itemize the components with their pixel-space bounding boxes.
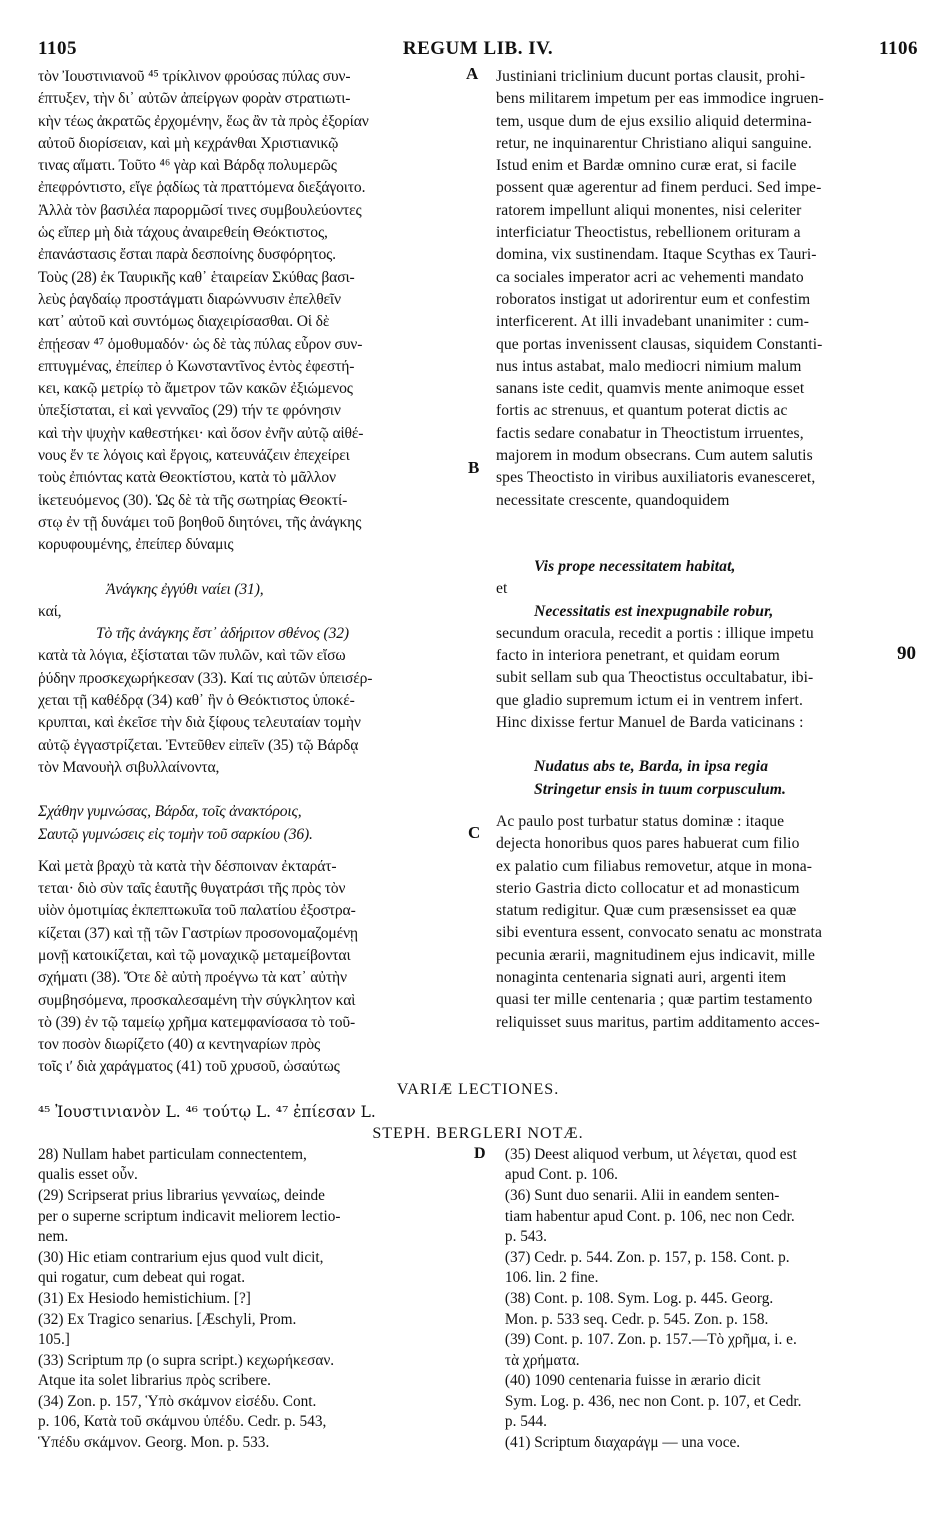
note-line: (30) Hic etiam contrarium ejus quod vult dicit, [38,1248,324,1266]
latin-line: factis sedare conabatur in Theoctistum irruentes, [496,424,804,442]
greek-line: Ἀλλὰ τὸν βασιλέα παρορμῶσί τινες συμβουλεύοντες [38,201,362,219]
note-line: per o superne scriptum indicavit meliorem lectio- [38,1207,341,1225]
note-line: (41) Scriptum διαχαράγμ — una voce. [504,1434,741,1452]
latin-line: Justiniani triclinium ducunt portas clausit, prohi- [496,68,806,85]
greek-line: καὶ τὴν ψυχὴν καθεστήκει· καὶ ὅσον ἐνῆν αὐτῷ αἱθέ- [38,424,364,442]
note-line: (39) Cont. p. 107. Zon. p. 157.—Τὸ χρῆμα, i. e. [504,1331,797,1349]
note-line: (40) 1090 centenaria fuisse in ærario dicit [504,1372,761,1390]
note-line: 105.] [38,1331,70,1349]
greek-line: έπτυξεν, τὴν δι᾽ αὐτῶν ἀπείργων φορὰν στρατιωτι- [38,90,351,108]
main-text-columns [38,66,918,1079]
note-line: p. 106, Κατὰ τοῦ σκάμνου ὑπέδυ. Cedr. p. 543, [38,1413,327,1431]
greek-line: ἐπεφρόντιστο, εἴγε ῥᾳδίως τὰ πραττόμενα διεξάγοιτο. [38,179,366,197]
latin-line: reliquisset suus maritus, partim additamento acces- [496,1013,820,1031]
latin-line: subit sellam sub qua Theoctistus occultabatur, ibi- [496,669,814,687]
greek-line: σχήματι (38). Ὅτε δὲ αὐτὴ προέγνω τὰ κατ᾽ αὐτὴν [38,969,347,987]
note-line: (35) Deest aliquod verbum, ut λέγεται, quod est [504,1145,797,1163]
greek-line: κίζεται (37) καὶ τῇ τῶν Γαστρίων προσονομαζομένῃ [38,924,358,942]
latin-line: necessitate crescente, quandoquidem [496,491,730,509]
greek-line: τοῖς ιʹ διὰ χαράγματος (41) τοῦ χρυσοῦ, ὡσαύτως [38,1058,340,1076]
note-line: τὰ χρήματα. [504,1351,580,1369]
greek-verse-4: Σαυτῷ γυμνώσεις εἰς τομὴν τοῦ σαρκίου (36). [38,825,313,843]
margin-marker-c: C [468,823,481,842]
margin-marker-d: D [474,1144,486,1162]
latin-line: roboratos instigat ut adorirentur eum et confestim [496,290,811,308]
greek-line: λεὺς ῥαγδαίῳ προστάγματι διαρώννυσιν ἐπελθεῖν [38,290,341,308]
latin-line: majorem in modum obsecrans. Cum autem salutis [496,447,813,465]
latin-paragraph-2 [496,623,918,734]
greek-line: τινας αἵματι. Τοῦτο ⁴⁶ γὰρ καὶ Βάρδᾳ πολυμερῶς [38,157,337,175]
note-line: qualis esset οὖν. [38,1166,138,1184]
latin-line: nus intus astabat, malo mediocri nimium malum [496,357,802,375]
greek-line: τὸν Ἰουστινιανοῦ ⁴⁵ τρίκλινον φρούσας πύλας συν- [38,68,351,85]
greek-line: αὐτῷ ἐγγαστρίζεται. Ἐντεῦθεν εἰπεῖν (35) τῷ Βάρδᾳ [38,736,359,754]
note-line: p. 544. [504,1413,547,1431]
latin-paragraph-3 [496,811,918,1034]
latin-line: sterio Gastria dicto collocatur et ad monasticum [496,879,800,897]
latin-line: tem, usque dum de ejus exsilio aliquid determina- [496,112,812,130]
greek-paragraph-2 [38,645,458,779]
note-line: (38) Cont. p. 108. Sym. Log. p. 445. Georg. [504,1289,774,1307]
greek-line: ὑπεξίσταται, εἰ καὶ γενναῖος (29) τήν τε φρόνησιν [38,402,341,420]
latin-line: facto in interiora penetrant, et quidam eorum [496,647,780,665]
latin-line: ex palatio cum filiabus removetur, atque in mona- [496,857,813,875]
latin-line: secundum oracula, recedit a portis : illique impetu [496,624,814,642]
latin-line: retur, ne inquinarentur Christiano aliqui sanguine. [496,134,812,152]
latin-line: possent quæ agerentur ad finem perduci. Sed impe- [496,179,822,197]
note-line: qui rogatur, cum debeat qui rogat. [38,1269,246,1287]
note-line: (29) Scripserat prius librarius γενναίως, deinde [38,1186,325,1204]
note-line: (34) Zon. p. 157, Ὑπὸ σκάμνον εἰσέδυ. Cont. [38,1392,317,1410]
greek-line: ῥύδην προσκεχωρήκεσαν (33). Καί τις αὐτῶν ὑπεισέρ- [38,669,373,687]
notes-right-column [505,1145,918,1454]
latin-line: interficiatur Theoctistus, rebellionem orituram a [496,224,801,242]
note-line: 106. lin. 2 fine. [504,1269,599,1287]
greek-line: χεται τῇ καθέδρᾳ (34) καθ᾽ ἣν ὁ Θεόκτιστος ὑποκέ- [38,692,355,710]
latin-line: nonaginta centenaria signati auri, argenti item [496,968,787,986]
note-line: Sym. Log. p. 436, nec non Cont. p. 107, et Cedr. [504,1392,802,1410]
note-line: Atque ita solet librarius πρὸς scribere. [38,1372,271,1390]
greek-line: ἐπῄεσαν ⁴⁷ ὁμοθυμαδόν· ὡς δὲ τὰς πύλας εὗρον συν- [38,335,363,353]
note-line: nem. [38,1228,69,1246]
greek-line: συμβησόμενα, προσκαλεσαμένη τὴν σύγκλητον καὶ [38,991,356,1009]
page-marker-90: 90 [897,642,916,664]
greek-line: τον ποσὸν διωρίζετο (40) α κεντηναρίων πρὸς [38,1036,320,1054]
greek-verse-2: Τὸ τῆς ἀνάγκης ἔστ᾽ ἀδήριτον σθένος (32) [96,625,349,643]
greek-paragraph-3 [38,856,458,1079]
latin-line: Ac paulo post turbatur status dominæ : itaque [496,812,785,830]
latin-line: spes Theoctisto in viribus auxiliatoris evanesceret, [496,469,816,487]
note-line: (32) Ex Tragico senarius. [Æschyli, Prom. [38,1310,297,1328]
greek-line: υἱὸν ὁμοτιμίας ἐκπεπτωκυῖα τοῦ παλατίου ἐξοστρα- [38,902,356,920]
latin-verse-2: Necessitatis est inexpugnabile robur, [534,602,774,620]
greek-line: κὴν τέως ἀκρατῶς ἐρχομένην, ἕως ἂν τὰ πρὸς ἐξορίαν [38,112,369,130]
latin-line: ca sociales imperator acri ac vehementi mandato [496,268,804,286]
greek-line: κατ᾽ αὐτοῦ καὶ συντόμως διαχειρίσασθαι. Οἱ δὲ [38,313,330,331]
note-line: 28) Nullam habet particulam connectentem, [38,1145,307,1163]
greek-line: ἱκετευόμενος (30). Ὡς δὲ τὰ τῆς σωτηρίας Θεοκτί- [38,491,348,509]
greek-verse-3: Σχάθην γυμνώσας, Βάρδα, τοῖς ἀνακτόροις, [38,803,302,821]
margin-marker-a: A [466,64,479,83]
latin-line: que portas invenissent clausas, siquidem Constanti- [496,335,823,353]
page-number-right: 1106 [879,38,918,59]
greek-paragraph-1 [38,66,458,557]
latin-line: dejecta honoribus quos pares habuerat cum filio [496,835,800,853]
latin-line: fortis ac strenuus, et quantum poterat dictis ac [496,402,788,420]
greek-line: κει, κακῷ μετρίῳ τὸ ἄμετρον τῶν κακῶν ἐξιώμενος [38,380,353,398]
latin-line: Hinc dixisse fertur Manuel de Barda vaticinans : [496,714,804,732]
latin-line: domina, vix sustinendam. Itaque Scythas ex Tauri- [496,246,817,264]
latin-paragraph-1 [496,66,918,512]
greek-line: ἐπανάστασις ἔσται παρὰ δεσποίνης δυσφόρητος. [38,246,336,264]
greek-column [38,66,458,1079]
page-header [38,38,918,64]
latin-line: bens militarem impetum per eas immodice ingruen- [496,90,824,108]
notes-left-column [38,1145,461,1454]
latin-line: quasi ter mille centenaria ; quæ partim testamento [496,991,813,1009]
note-line: (37) Cedr. p. 544. Zon. p. 157, p. 158. Cont. p. [504,1248,790,1266]
latin-line: statum redigitur. Quæ cum præsensisset ea quæ [496,902,797,920]
greek-verse-1: Ἀνάγκης ἐγγύθι ναίει (31), [106,580,264,598]
note-line: (36) Sunt duo senarii. Alii in eandem senten- [504,1186,780,1204]
note-line: p. 543. [504,1228,547,1246]
note-line: (33) Scriptum πρ (o supra script.) κεχωρήκεσαν. [38,1351,335,1369]
latin-et: et [496,580,508,598]
note-line: Mon. p. 533 seq. Cedr. p. 545. Zon. p. 158. [504,1310,769,1328]
latin-line: pecunia ærarii, magnitudinem ejus indicavit, mille [496,946,815,964]
greek-line: τὸ (39) ἐν τῷ ταμείῳ χρῆμα κατεμφανίσασα τὸ τοῦ- [38,1013,356,1031]
greek-line: ὡς εἴπερ μὴ διὰ τάχους ἀναιρεθείη Θεόκτιστος, [38,224,328,242]
margin-marker-b: B [468,458,480,477]
notae-heading: STEPH. BERGLERI NOTÆ. [372,1124,584,1142]
greek-line: τεται· διὸ σὺν ταῖς ἑαυτῆς θυγατράσι τῆς πρὸς τὸν [38,880,346,898]
note-line: (31) Ex Hesiodo hemistichium. [?] [38,1289,251,1307]
latin-line: interficerent. At illi invadebant unanimiter : cum- [496,313,809,331]
greek-line: στῳ ἐν τῇ δυνάμει τοῦ βοηθοῦ διητόνει, τῆς ἀνάγκης [38,513,362,531]
greek-line: Τοὺς (28) ἐκ Ταυρικῆς καθ᾽ ἑταιρείαν Σκύθας βασι- [38,268,355,286]
note-line: Ὑπέδυ σκάμνον. Georg. Mon. p. 533. [38,1434,270,1452]
latin-line: Istud enim et Bardæ omnino curæ erat, si facile [496,157,797,175]
latin-verse-4: Stringetur ensis in tuum corpusculum. [534,780,787,798]
greek-line: Καὶ μετὰ βραχὺ τὰ κατὰ τὴν δέσποιναν ἐκταράτ- [38,857,337,875]
greek-kai: καί, [38,602,62,620]
note-line: apud Cont. p. 106. [504,1166,618,1184]
running-title: REGUM LIB. IV. [402,38,554,59]
notes-columns [38,1145,918,1454]
variae-heading: VARIÆ LECTIONES. [396,1080,560,1098]
latin-line: sanans iste cedit, quamvis mente animoque esset [496,380,805,398]
greek-line: επτυγμένας, ἐπείπερ ὁ Κωνσταντῖνος ἐντὸς ἐφεστή- [38,357,355,375]
greek-line: κορυφουμένης, ἐπείπερ δύναμις [38,536,234,554]
latin-column [496,66,918,1079]
variae-line: ⁴⁵ Ἰουστινιανὸν L. ⁴⁶ τούτῳ L. ⁴⁷ ἐπίεσαν L. [38,1102,376,1121]
greek-line: κατὰ τὰ λόγια, ἐξίσταται τῶν πυλῶν, καὶ τῶν εἴσω [38,647,346,665]
greek-line: κρυπται, καὶ ἐκεῖσε τὴν διὰ ξίφους τελευταίαν τομὴν [38,714,361,732]
greek-line: αὐτοῦ διορίσειαν, καὶ μὴ κεχράνθαι Χριστιανικῷ [38,134,339,152]
latin-line: que gladio supremum ictum ei in ventrem infert. [496,691,803,709]
greek-line: τοὺς ἐπιόντας κατὰ Θεοκτίστου, κατὰ τὸ μᾶλλον [38,469,336,487]
latin-verse-1: Vis prope necessitatem habitat, [534,557,736,575]
latin-line: sibi eventura essent, convocato senatu ac monstrata [496,924,822,942]
greek-line: νους ἔν τε λόγοις καὶ ἔργοις, κατευνάζειν ἐπεχείρει [38,447,350,465]
latin-line: ratorem impellunt aliqui monentes, nisi celeriter [496,201,802,219]
note-line: tiam habentur apud Cont. p. 106, nec non Cedr. [504,1207,795,1225]
greek-line: τὸν Μανουὴλ σιβυλλαίνοντα, [38,758,220,776]
page-number-left: 1105 [38,38,77,59]
greek-line: μονῇ κατοικίζεται, καὶ τῷ μοναχικῷ μεταμείβονται [38,946,351,964]
latin-verse-3: Nudatus abs te, Barda, in ipsa regia [534,758,769,776]
